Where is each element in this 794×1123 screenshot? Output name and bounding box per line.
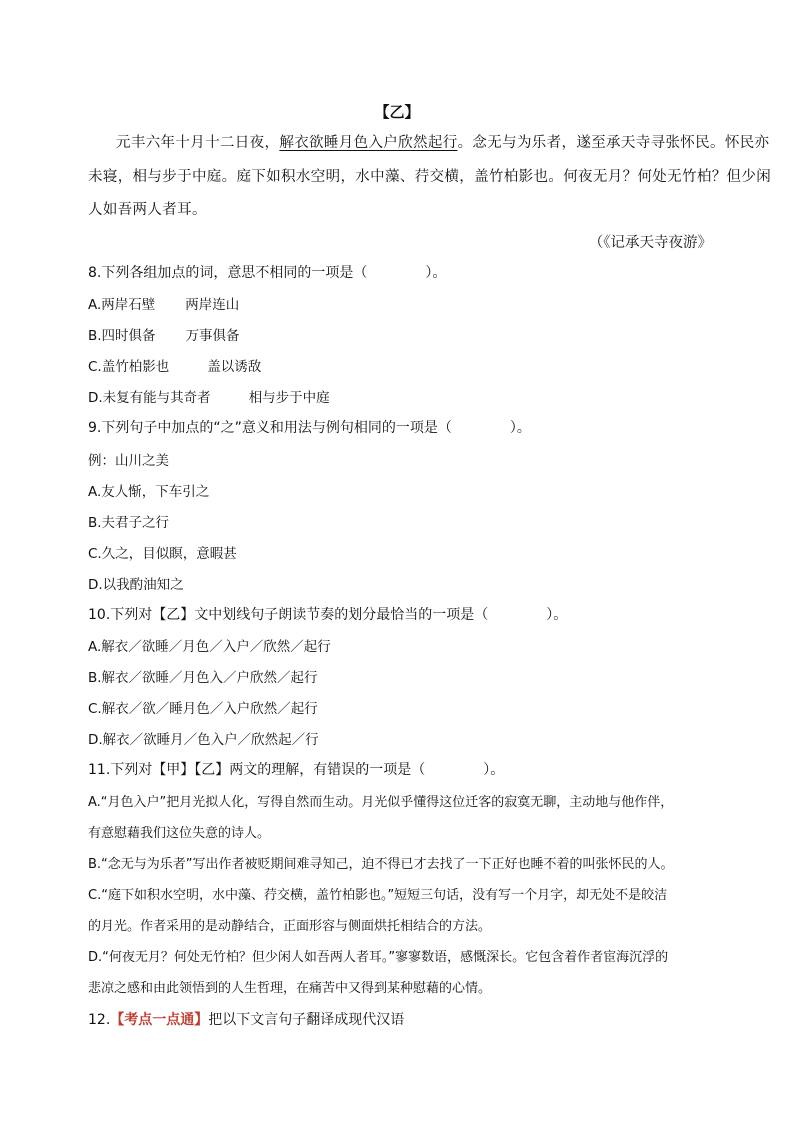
- q9-option-c[interactable]: C.久之，目似瞑，意暇甚: [88, 546, 237, 562]
- q11-option-a-line-2: 有意慰藉我们这位失意的诗人。: [88, 826, 271, 841]
- q11-option-d-line-2: 悲凉之感和由此领悟到的人生哲理，在痛苦中又得到某种慰藉的心情。: [88, 981, 492, 996]
- passage-line-1-pre: 元丰六年十月十二日夜，: [116, 135, 280, 151]
- q8-option-d-second: 相与步于中庭: [248, 390, 330, 406]
- q8-option-a-first: A.两岸石壁: [88, 297, 156, 313]
- question-11-stem: [88, 759, 504, 779]
- q10-option-d[interactable]: D.解衣／欲睡月／色入户／欣然起／行: [88, 732, 319, 748]
- passage-title: 【乙】: [374, 103, 420, 121]
- q10-option-b[interactable]: B.解衣／欲睡／月色入／户欣然／起行: [88, 670, 318, 686]
- q8-option-a-second: 两岸连山: [185, 297, 240, 313]
- q10-stem-post: ）。: [546, 607, 568, 623]
- q9-option-d[interactable]: D.以我酌油知之: [88, 577, 184, 593]
- q9-stem-pre: 9.下列句子中加点的“之”意义和用法与例句相同的一项是（: [88, 420, 452, 436]
- question-10-stem: [88, 604, 567, 624]
- q10-option-c[interactable]: C.解衣／欲／睡月色／入户欣然／起行: [88, 701, 318, 717]
- q10-option-a[interactable]: A.解衣／欲睡／月色／入户／欣然／起行: [88, 639, 331, 655]
- q12-number: 12.: [88, 1012, 111, 1028]
- q11-option-a-line-1[interactable]: A.“月色入户”把月光拟人化，写得自然而生动。月光似乎懂得这位迁客的寂寞无聊，主动地与他作伴，: [88, 795, 674, 810]
- q8-option-a[interactable]: [88, 293, 239, 313]
- q11-option-c-line-1[interactable]: C.“庭下如积水空明，水中藻、荇交横，盖竹柏影也。”短短三句话，没有写一个月字，却无处不是皎洁: [88, 888, 668, 903]
- q8-stem-pre: 8.下列各组加点的词，意思不相同的一项是（: [88, 265, 368, 281]
- q11-stem-pre: 11.下列对【甲】【乙】两文的理解，有错误的一项是（: [88, 762, 426, 778]
- passage-source: （《记承天寺夜游》: [588, 235, 712, 251]
- q8-option-c-second: 盖以诱敌: [207, 359, 262, 375]
- q8-stem-post: ）。: [425, 265, 447, 281]
- passage-line-2: 未寝，相与步于中庭。庭下如积水空明，水中藻、荇交横，盖竹柏影也。何夜无月？何处无竹柏？但少闲: [88, 169, 772, 185]
- q9-option-b[interactable]: B.夫君子之行: [88, 515, 170, 531]
- q8-option-d[interactable]: [88, 386, 330, 406]
- q11-option-b[interactable]: B.“念无与为乐者”写出作者被贬期间难寻知己，迫不得已才去找了一下正好也睡不着的叫张怀民的人。: [88, 857, 674, 872]
- question-9-stem: [88, 417, 531, 437]
- passage-line-1-post: 。念无与为乐者，遂至承天寺寻张怀民。怀民亦: [457, 135, 770, 151]
- q8-option-b-first: B.四时俱备: [88, 328, 156, 344]
- q9-option-a[interactable]: A.友人惭，下车引之: [88, 484, 210, 500]
- q8-option-c-first: C.盖竹柏影也: [88, 359, 170, 375]
- passage-line-1: [88, 131, 769, 152]
- q10-stem-pre: 10.下列对【乙】文中划线句子朗读节奏的划分最恰当的一项是（: [88, 607, 489, 623]
- q11-option-c-line-2: 的月光。作者采用的是动静结合，正面形容与侧面烘托相结合的方法。: [88, 919, 492, 934]
- q8-option-d-first: D.未复有能与其奇者: [88, 390, 211, 406]
- question-12-stem: [88, 1009, 404, 1029]
- q8-option-b[interactable]: [88, 324, 240, 344]
- q9-example: 例：山川之美: [88, 453, 169, 469]
- passage-line-3: 人如吾两人者耳。: [88, 202, 207, 218]
- q11-option-d-line-1[interactable]: D.“何夜无月？何处无竹柏？但少闲人如吾两人者耳。”寥寥数语，感慨深长。它包含着作者宦海沉浮的: [88, 950, 669, 965]
- underlined-sentence: 解衣欲睡月色入户欣然起行: [279, 135, 458, 151]
- q8-option-c[interactable]: [88, 355, 261, 375]
- q8-option-b-second: 万事俱备: [185, 328, 240, 344]
- topic-tag: 【考点一点通】: [110, 1012, 209, 1028]
- q9-stem-post: ）。: [509, 420, 531, 436]
- question-8-stem: [88, 262, 446, 282]
- q12-text: 把以下文言句子翻译成现代汉语: [208, 1012, 405, 1028]
- q11-stem-post: ）。: [483, 762, 505, 778]
